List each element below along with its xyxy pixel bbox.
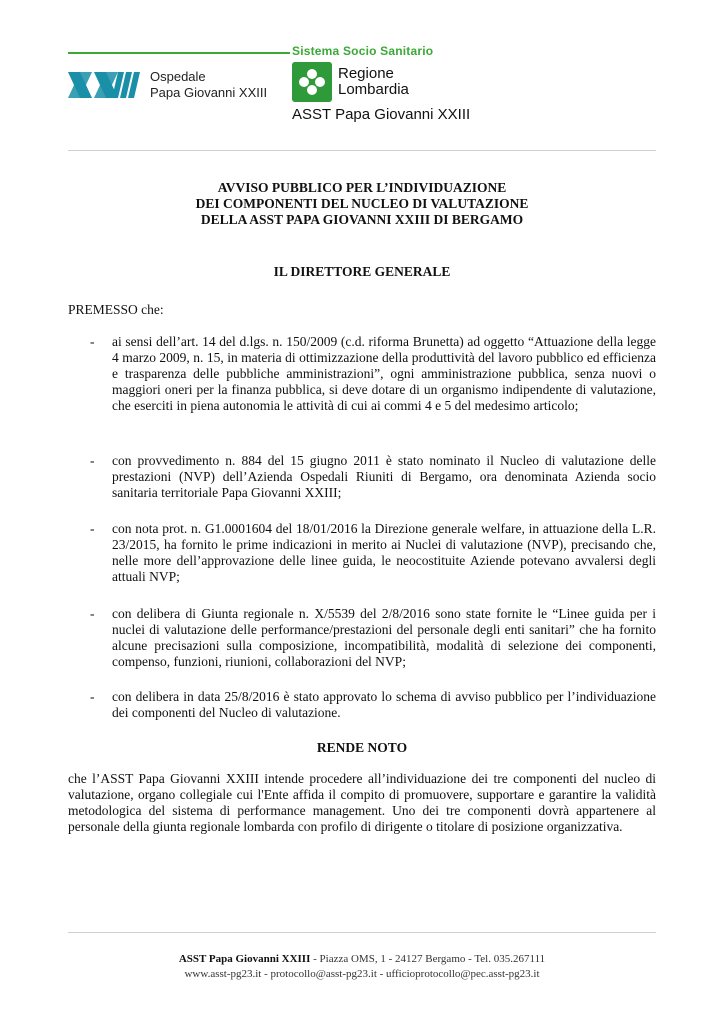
premessa-item <box>68 453 656 501</box>
footer-line2: www.asst-pg23.it - protocollo@asst-pg23.it - ufficioprotocollo@pec.asst-pg23.it <box>184 968 540 980</box>
premessa-text: con delibera in data 25/8/2016 è stato approvato lo schema di avviso pubblico per l’individuazione dei componenti del Nucleo di valutazione. <box>112 689 656 720</box>
footer-divider <box>68 932 656 933</box>
regione-line1: Regione <box>338 65 394 82</box>
ospedale-line2: Papa Giovanni XXIII <box>150 85 268 100</box>
premessa-text: con nota prot. n. G1.0001604 del 18/01/2016 la Direzione generale welfare, in attuazione della L.R. 23/2015, ha fornito le prime indicazioni in merito ai Nuclei di valutazione (NVP), precisando che, nelle more dell’approvazione delle linee guida, le neocostituite Aziende potevano avvalersi degli attuali NVP; <box>112 521 656 584</box>
premessa-text: con delibera di Giunta regionale n. X/5539 del 2/8/2016 sono state fornite le “Linee guida per i nuclei di valutazione delle performance/prestazioni del personale degli enti sanitari” che ha fornito alcune precisazioni sulla composizione, incompatibilità, modalità di selezione dei componenti, compenso, funzioni, riunioni, collaborazioni del NVP; <box>112 606 656 669</box>
ospedale-xxiii-logo-icon <box>68 72 144 98</box>
letterhead <box>0 0 724 150</box>
premessa-text: con provvedimento n. 884 del 15 giugno 2011 è stato nominato il Nucleo di valutazione delle prestazioni (NVP) dell’Azienda Ospedali Riuniti di Bergamo, ora denominata Azienda socio sanitaria territoriale Papa Giovanni XXIII; <box>112 453 656 500</box>
list-dash: - <box>90 689 95 704</box>
list-dash: - <box>90 606 95 621</box>
title-line1: AVVISO PUBBLICO PER L’INDIVIDUAZIONE <box>217 180 507 195</box>
regione-line2: Lombardia <box>338 81 409 98</box>
premessa-item <box>68 606 656 670</box>
rende-noto-heading: RENDE NOTO <box>316 740 408 755</box>
premesso-label: PREMESSO che: <box>68 302 164 317</box>
premessa-item <box>68 334 656 414</box>
document-title <box>68 180 656 228</box>
final-paragraph: che l’ASST Papa Giovanni XXIII intende procedere all’individuazione dei tre componenti del nucleo di valutazione, organo collegiale cui l'Ente affida il compito di promuovere, supportare e garantire la validità metodologica del sistema di performance management. Uno dei tre componenti dovrà appartenere al personale della giunta regionale lombarda con profilo di dirigente o titolare di posizione organizzativa. <box>68 771 656 834</box>
ospedale-name <box>150 69 267 101</box>
footer-org: ASST Papa Giovanni XXIII <box>178 953 311 965</box>
asst-name: ASST Papa Giovanni XXIII <box>292 106 471 123</box>
premessa-text: ai sensi dell’art. 14 del d.lgs. n. 150/2009 (c.d. riforma Brunetta) ad oggetto “Attuazione della legge 4 marzo 2009, n. 15, in materia di ottimizzazione della produttività del lavoro pubblico ed efficienza e trasparenza delle pubbliche amministrazioni”, ogni amministrazione pubblica, senza nuovi o maggiori oneri per la finanza pubblica, si deve dotare di un organismo indipendente di valutazione, che eserciti in piena autonomia le attività di cui ai commi 4 e 5 del medesimo articolo; <box>112 334 656 413</box>
regione-lombardia-logo-icon <box>292 62 332 102</box>
list-dash: - <box>90 453 95 468</box>
sistema-socio-sanitario-label: Sistema Socio Sanitario <box>292 44 434 58</box>
footer-line1 <box>68 952 656 967</box>
list-dash: - <box>90 521 95 536</box>
list-dash: - <box>90 334 95 349</box>
header-green-line <box>68 52 290 54</box>
ospedale-line1: Ospedale <box>150 69 206 84</box>
premessa-item <box>68 689 656 721</box>
premessa-item <box>68 521 656 585</box>
header-divider <box>68 150 656 151</box>
regione-lombardia-name <box>338 66 409 98</box>
footer-address: - Piazza OMS, 1 - 24127 Bergamo - Tel. 035.267111 <box>310 953 546 965</box>
title-line3: DELLA ASST PAPA GIOVANNI XXIII DI BERGAMO <box>200 212 524 227</box>
footer <box>68 952 656 982</box>
direttore-generale-heading: IL DIRETTORE GENERALE <box>273 264 451 279</box>
title-line2: DEI COMPONENTI DEL NUCLEO DI VALUTAZIONE <box>195 196 529 211</box>
